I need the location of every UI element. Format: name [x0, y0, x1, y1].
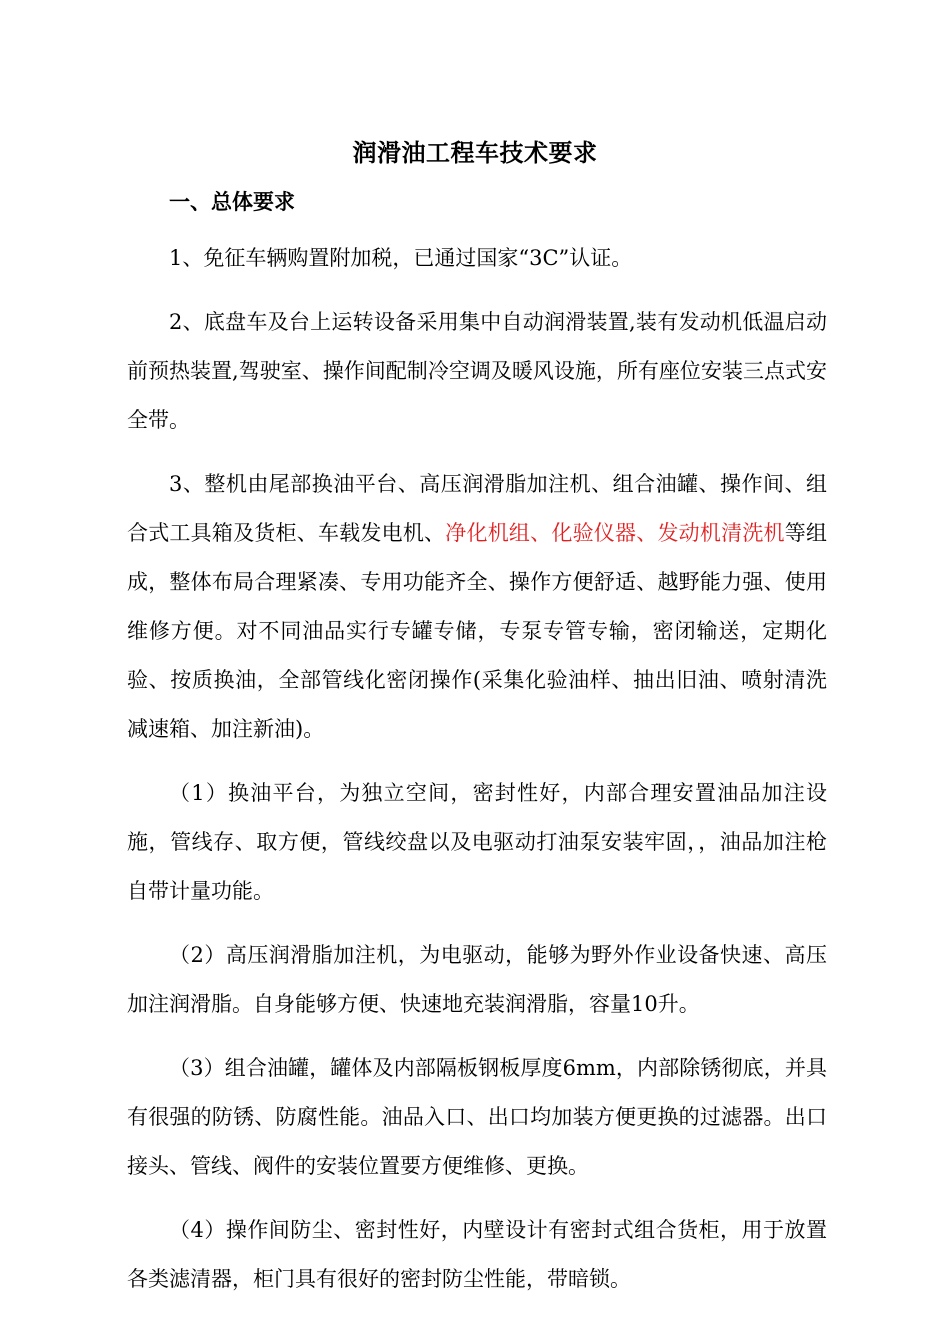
- section-heading: 一、总体要求: [169, 189, 295, 214]
- paragraph-3-text-end: 等组成，整体布局合理紧凑、专用功能齐全、操作方便舒适、越野能力强、使用维修方便。对不同油品实行专罐专储，专泵专管专输，密闭输送，定期化验、按质换油，全部管线化密闭操作(采集化验油样、抽出旧油、喷射清洗减速箱、加注新油)。: [127, 521, 827, 741]
- paragraph-3-text-start: 3、整机由尾部换油平台、高压润滑脂加注机、组合油罐、操作间、组合式工具箱及货柜、车载发电机、: [127, 472, 827, 545]
- document-body: [127, 184, 827, 1304]
- paragraph-3: [127, 460, 827, 754]
- list-item-4: （4）操作间防尘、密封性好，内壁设计有密封式组合货柜，用于放置各类滤清器，柜门具有很好的密封防尘性能，带暗锁。: [127, 1218, 827, 1291]
- paragraph-2: 2、底盘车及台上运转设备采用集中自动润滑装置,装有发动机低温启动前预热装置,驾驶室、操作间配制冷空调及暖风设施，所有座位安装三点式安全带。: [127, 310, 827, 432]
- paragraph-3-highlight: 净化机组、化验仪器、发动机清洗机: [445, 521, 785, 545]
- paragraph-1: 1、免征车辆购置附加税，已通过国家“3C”认证。: [169, 246, 633, 270]
- list-item-1: （1）换油平台，为独立空间，密封性好，内部合理安置油品加注设施，管线存、取方便，管线绞盘以及电驱动打油泵安装牢固，，油品加注枪自带计量功能。: [127, 781, 827, 903]
- list-item-3: （3）组合油罐，罐体及内部隔板钢板厚度6mm，内部除锈彻底，并具有很强的防锈、防腐性能。油品入口、出口均加装方便更换的过滤器。出口接头、管线、阀件的安装位置要方便维修、更换。: [127, 1056, 827, 1178]
- list-item-2: （2）高压润滑脂加注机，为电驱动，能够为野外作业设备快速、高压加注润滑脂。自身能够方便、快速地充装润滑脂，容量10升。: [127, 943, 827, 1016]
- document-title: 润滑油工程车技术要求: [352, 138, 598, 167]
